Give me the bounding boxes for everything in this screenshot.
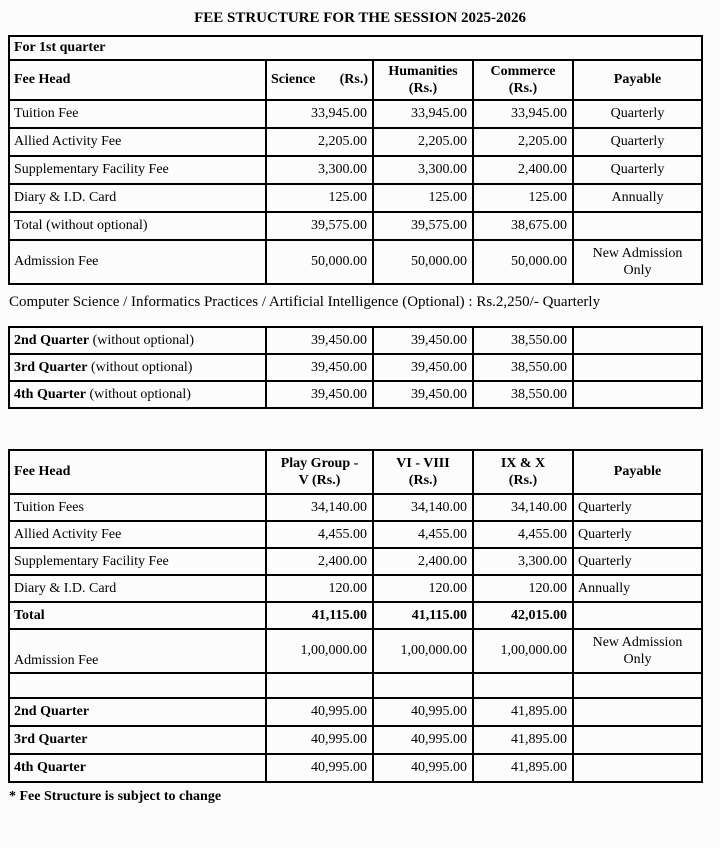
amount-vi-viii: 40,995.00 (373, 754, 473, 782)
col-header-vi-viii: VI - VIII (Rs.) (373, 450, 473, 494)
col-header-fee-head: Fee Head (9, 60, 266, 100)
amount-ix-x: 3,300.00 (473, 548, 573, 575)
fee-label: Tuition Fee (9, 100, 266, 128)
first-quarter-fee-table (8, 35, 703, 285)
fee-label: Supplementary Facility Fee (9, 548, 266, 575)
quarter-row (9, 327, 702, 354)
fee-row (9, 156, 702, 184)
amount-humanities: 3,300.00 (373, 156, 473, 184)
payable-value-empty (573, 354, 702, 381)
fee-label: Allied Activity Fee (9, 521, 266, 548)
col-header-payable: Payable (573, 450, 702, 494)
payable-value-empty (573, 212, 702, 240)
footnote: * Fee Structure is subject to change (9, 789, 222, 804)
fee-label: Allied Activity Fee (9, 128, 266, 156)
col-header-commerce: Commerce (Rs.) (473, 60, 573, 100)
payable-value: Quarterly (573, 521, 702, 548)
payable-value: Annually (573, 575, 702, 602)
table-header-row (9, 60, 702, 100)
payable-value: New Admission Only (573, 629, 702, 673)
col-header-humanities: Humanities (Rs.) (373, 60, 473, 100)
amount-humanities: 33,945.00 (373, 100, 473, 128)
fee-row (9, 575, 702, 602)
amount-commerce: 38,550.00 (473, 354, 573, 381)
amount-science: 39,450.00 (266, 327, 373, 354)
col-header-science-name: Science (271, 72, 316, 88)
quarter-label: 3rd Quarter (9, 726, 266, 754)
table-caption: For 1st quarter (9, 36, 702, 60)
fee-row (9, 184, 702, 212)
amount-ix-x: 41,895.00 (473, 698, 573, 726)
amount-playgroup-v: 4,455.00 (266, 521, 373, 548)
amount-humanities: 39,450.00 (373, 354, 473, 381)
amount-science: 2,205.00 (266, 128, 373, 156)
payable-value: Annually (573, 184, 702, 212)
amount-playgroup-v: 40,995.00 (266, 726, 373, 754)
amount-playgroup-v: 40,995.00 (266, 698, 373, 726)
fee-label: Admission Fee (9, 629, 266, 673)
amount-science: 39,575.00 (266, 212, 373, 240)
quarters-without-optional-table (8, 326, 703, 409)
amount-commerce: 38,550.00 (473, 327, 573, 354)
col-header-science-unit: (Rs.) (339, 72, 368, 88)
col-header-fee-head: Fee Head (9, 450, 266, 494)
amount-science: 125.00 (266, 184, 373, 212)
fee-label: Diary & I.D. Card (9, 184, 266, 212)
amount-playgroup-v: 1,00,000.00 (266, 629, 373, 673)
fee-label: Tuition Fees (9, 494, 266, 521)
amount-humanities: 50,000.00 (373, 240, 473, 284)
fee-row (9, 100, 702, 128)
total-row (9, 212, 702, 240)
payable-value-empty (573, 602, 702, 629)
fee-row (9, 494, 702, 521)
amount-humanities: 39,450.00 (373, 381, 473, 408)
amount-playgroup-v: 34,140.00 (266, 494, 373, 521)
amount-commerce: 125.00 (473, 184, 573, 212)
amount-science: 39,450.00 (266, 381, 373, 408)
payable-value-empty (573, 754, 702, 782)
quarter-label: 4th Quarter (without optional) (9, 381, 266, 408)
payable-value-empty (573, 327, 702, 354)
col-header-payable: Payable (573, 60, 702, 100)
fee-row (9, 521, 702, 548)
payable-value: Quarterly (573, 156, 702, 184)
table-header-row (9, 450, 702, 494)
optional-subjects-note: Computer Science / Informatics Practices / Artificial Intelligence (Optional) : Rs.2,250/- Quarterly (9, 294, 601, 310)
amount-commerce: 38,550.00 (473, 381, 573, 408)
amount-playgroup-v: 2,400.00 (266, 548, 373, 575)
amount-playgroup-v: 120.00 (266, 575, 373, 602)
amount-vi-viii: 40,995.00 (373, 726, 473, 754)
payable-value-empty (573, 381, 702, 408)
fee-label: Total (without optional) (9, 212, 266, 240)
amount-humanities: 39,575.00 (373, 212, 473, 240)
amount-vi-viii: 1,00,000.00 (373, 629, 473, 673)
payable-value: New Admission Only (573, 240, 702, 284)
fee-label: Diary & I.D. Card (9, 575, 266, 602)
payable-value-empty (573, 698, 702, 726)
col-header-ix-x: IX & X (Rs.) (473, 450, 573, 494)
fee-label: Supplementary Facility Fee (9, 156, 266, 184)
empty-row (9, 673, 702, 698)
payable-value: Quarterly (573, 100, 702, 128)
quarter-row (9, 754, 702, 782)
amount-science: 39,450.00 (266, 354, 373, 381)
amount-playgroup-v: 41,115.00 (266, 602, 373, 629)
amount-vi-viii: 2,400.00 (373, 548, 473, 575)
fee-row (9, 128, 702, 156)
amount-ix-x: 120.00 (473, 575, 573, 602)
fee-label: Total (9, 602, 266, 629)
payable-value: Quarterly (573, 494, 702, 521)
payable-value: Quarterly (573, 548, 702, 575)
amount-commerce: 33,945.00 (473, 100, 573, 128)
payable-value-empty (573, 726, 702, 754)
amount-vi-viii: 120.00 (373, 575, 473, 602)
amount-humanities: 125.00 (373, 184, 473, 212)
amount-playgroup-v: 40,995.00 (266, 754, 373, 782)
payable-value: Quarterly (573, 128, 702, 156)
classes-fee-table (8, 449, 703, 783)
table-caption-row (9, 36, 702, 60)
amount-commerce: 38,675.00 (473, 212, 573, 240)
admission-fee-row (9, 629, 702, 673)
col-header-playgroup-v: Play Group - V (Rs.) (266, 450, 373, 494)
amount-ix-x: 41,895.00 (473, 754, 573, 782)
amount-vi-viii: 4,455.00 (373, 521, 473, 548)
quarter-label: 2nd Quarter (without optional) (9, 327, 266, 354)
quarter-row (9, 381, 702, 408)
admission-fee-row (9, 240, 702, 284)
fee-row (9, 548, 702, 575)
quarter-label: 4th Quarter (9, 754, 266, 782)
total-row (9, 602, 702, 629)
amount-science: 33,945.00 (266, 100, 373, 128)
amount-vi-viii: 34,140.00 (373, 494, 473, 521)
amount-ix-x: 41,895.00 (473, 726, 573, 754)
amount-ix-x: 42,015.00 (473, 602, 573, 629)
amount-ix-x: 4,455.00 (473, 521, 573, 548)
amount-humanities: 39,450.00 (373, 327, 473, 354)
fee-structure-document (0, 9, 720, 805)
quarter-row (9, 354, 702, 381)
amount-commerce: 2,205.00 (473, 128, 573, 156)
amount-humanities: 2,205.00 (373, 128, 473, 156)
amount-commerce: 2,400.00 (473, 156, 573, 184)
col-header-science (266, 60, 373, 100)
quarter-row (9, 698, 702, 726)
fee-label: Admission Fee (9, 240, 266, 284)
amount-ix-x: 34,140.00 (473, 494, 573, 521)
amount-vi-viii: 41,115.00 (373, 602, 473, 629)
amount-vi-viii: 40,995.00 (373, 698, 473, 726)
quarter-row (9, 726, 702, 754)
amount-science: 50,000.00 (266, 240, 373, 284)
amount-commerce: 50,000.00 (473, 240, 573, 284)
amount-ix-x: 1,00,000.00 (473, 629, 573, 673)
quarter-label: 2nd Quarter (9, 698, 266, 726)
quarter-label: 3rd Quarter (without optional) (9, 354, 266, 381)
amount-science: 3,300.00 (266, 156, 373, 184)
page-title: FEE STRUCTURE FOR THE SESSION 2025-2026 (194, 10, 526, 26)
